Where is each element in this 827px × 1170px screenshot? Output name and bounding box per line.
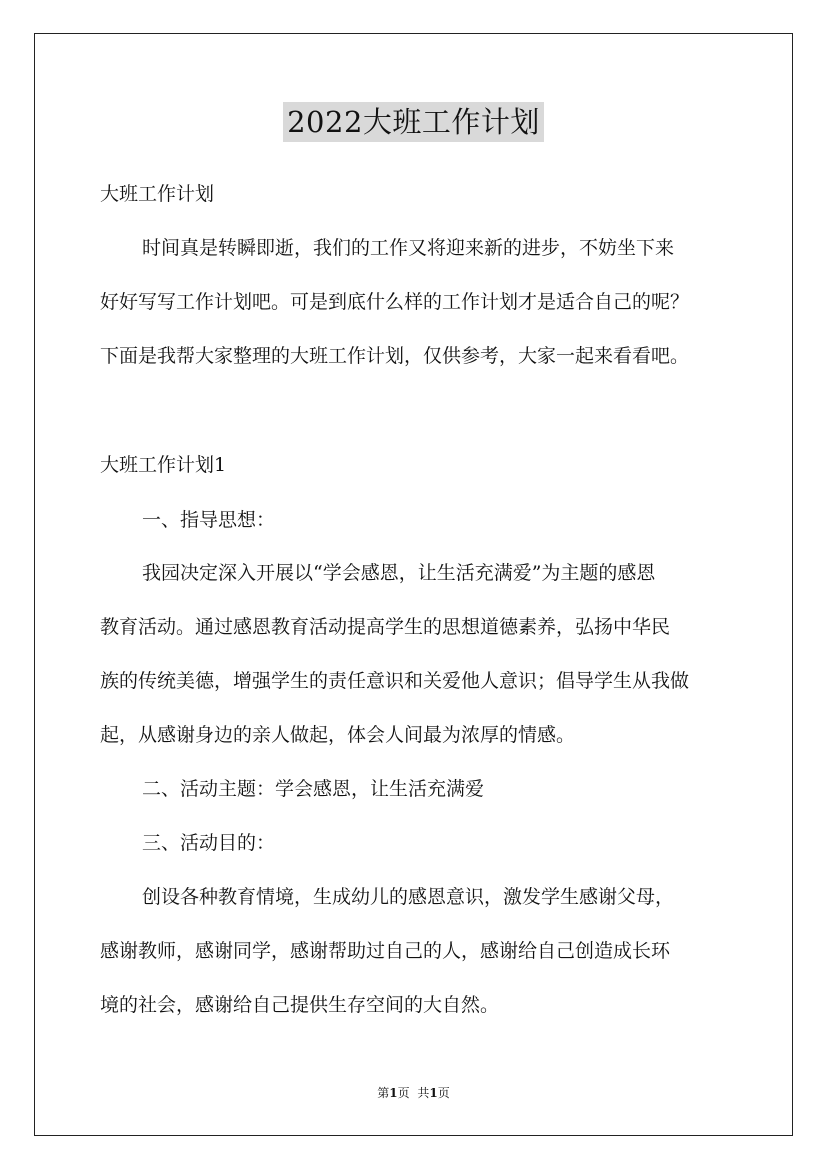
footer-page-number: 1 — [389, 1086, 398, 1100]
footer-page-prefix: 第 — [377, 1086, 390, 1100]
subheading: 一、指导思想： — [142, 509, 276, 531]
title-container — [0, 102, 827, 142]
paragraph-line: 下面是我帮大家整理的大班工作计划，仅供参考，大家一起来看看吧。 — [100, 345, 690, 367]
paragraph-line: 起，从感谢身边的亲人做起，体会人间最为浓厚的情感。 — [100, 724, 576, 746]
paragraph-line: 教育活动。通过感恩教育活动提高学生的思想道德素养，弘扬中华民 — [100, 616, 671, 638]
footer-total-prefix: 共 — [417, 1086, 430, 1100]
document-title: 2022大班工作计划 — [283, 102, 544, 142]
paragraph-line: 创设各种教育情境，生成幼儿的感恩意识，激发学生感谢父母， — [142, 886, 675, 908]
paragraph-line: 境的社会，感谢给自己提供生存空间的大自然。 — [100, 994, 500, 1016]
paragraph-line: 好好写写工作计划吧。可是到底什么样的工作计划才是适合自己的呢？ — [100, 291, 690, 313]
section-heading: 大班工作计划 — [100, 183, 215, 205]
paragraph-line: 感谢教师，感谢同学，感谢帮助过自己的人，感谢给自己创造成长环 — [100, 940, 671, 962]
section-heading: 大班工作计划1 — [100, 454, 227, 476]
paragraph-line: 时间真是转瞬即逝，我们的工作又将迎来新的进步，不妨坐下来 — [142, 237, 675, 259]
page-footer — [0, 1085, 827, 1101]
footer-total-suffix: 页 — [437, 1086, 450, 1100]
subheading: 二、活动主题：学会感恩，让生活充满爱 — [142, 778, 485, 800]
paragraph-line: 族的传统美德，增强学生的责任意识和关爱他人意识；倡导学生从我做 — [100, 670, 690, 692]
footer-total-number: 1 — [429, 1086, 438, 1100]
paragraph-line: 我园决定深入开展以“学会感恩，让生活充满爱”为主题的感恩 — [142, 562, 656, 584]
footer-page-suffix: 页 — [397, 1086, 410, 1100]
subheading: 三、活动目的： — [142, 832, 276, 854]
